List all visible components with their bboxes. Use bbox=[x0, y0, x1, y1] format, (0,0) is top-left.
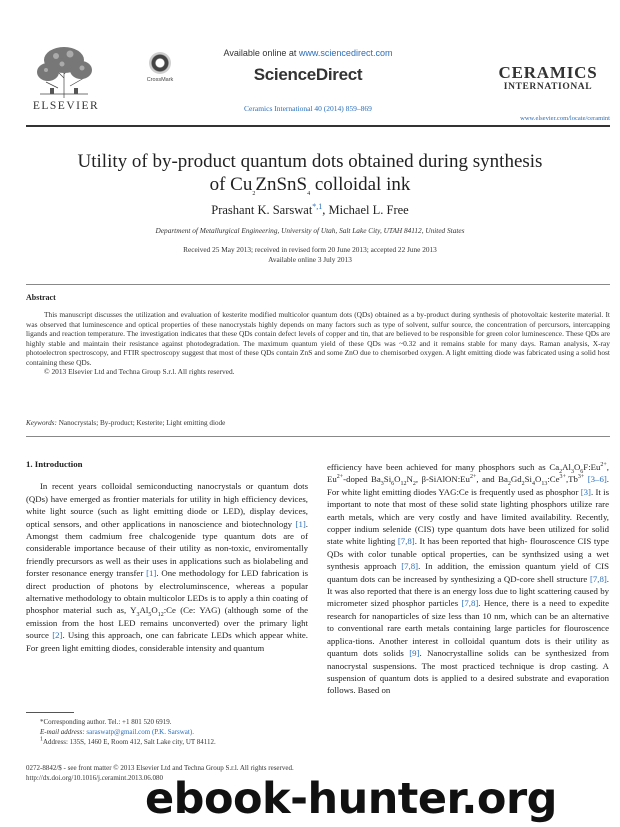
received-dates: Received 25 May 2013; received in revised form 20 June 2013; accepted 22 June 2013 bbox=[183, 245, 437, 254]
text-run: :Ce (Ce: YAG) (although some of the emission from the host LED remains unconverted) over the primary light source bbox=[26, 605, 308, 641]
citation-link[interactable]: [9] bbox=[409, 648, 420, 659]
citation-link[interactable]: [3] bbox=[580, 486, 591, 497]
corresponding-author-note: *Corresponding author. Tel.: +1 801 520 6919. bbox=[40, 718, 172, 726]
text-run: Si bbox=[383, 474, 392, 485]
author-list bbox=[40, 203, 580, 218]
superscript: 3+ bbox=[559, 474, 566, 481]
author-separator: , bbox=[322, 203, 329, 217]
subscript: 2 bbox=[412, 481, 416, 488]
text-run: . Hence, there is a need to expedite research for nanoparticles of size less than 10 nm, which can be an alternative to conventional rare earth metals containing large particles for flouroscence applica-tions. Another interest in colloidal quantum dots is their utility as quantum dots solids bbox=[327, 598, 609, 659]
text-run: Al bbox=[562, 462, 571, 472]
text-run: F:Eu bbox=[583, 462, 601, 472]
text-run: Si bbox=[524, 474, 532, 485]
crossmark-icon bbox=[149, 52, 171, 74]
subscript: 2 bbox=[521, 481, 525, 488]
citation-link[interactable]: [3–6] bbox=[587, 474, 607, 485]
title-part: of Cu bbox=[209, 174, 253, 195]
subscript: 2 bbox=[559, 468, 563, 475]
subscript: 3 bbox=[136, 612, 140, 619]
text-run: , Eu bbox=[327, 462, 609, 485]
text-run: Gd bbox=[510, 474, 522, 485]
sciencedirect-brand: ScienceDirect bbox=[253, 65, 363, 84]
footnote-mark: 1 bbox=[40, 736, 43, 743]
section-heading: 1. Introduction bbox=[26, 459, 83, 469]
text-run: . In addition, the emission quantum yield of CIS quantum dots can be increased by synthesizing a QD-core shell structure bbox=[327, 561, 609, 584]
citation-link[interactable]: [7,8] bbox=[397, 536, 415, 547]
title-line2 bbox=[40, 173, 580, 196]
title-line1: Utility of by-product quantum dots obtained during synthesis bbox=[77, 151, 543, 172]
elsevier-tree-icon bbox=[32, 44, 96, 100]
abstract-body bbox=[26, 310, 610, 377]
crossmark-label: CrossMark bbox=[146, 77, 174, 83]
text-run: . For white light emitting diodes YAG:Ce is frequently used as phosphor bbox=[327, 474, 609, 497]
abstract-text: This manuscript discusses the utilization and evaluation of kesterite modified multicolor quantum dots (QDs) obtained as a by-product during synthesis of photovoltaic kesterite material. It was observed that luminescence and optical properties of these nanocrystals highly depends on many factors such as type of solvent, sulfur source, the concentration of percursors, intercapping ligands and reaction temperature. The investigation indicates that these QDs contain defect levels of copper and tin, that are believed to be responsible for green color luminescence. These QDs are highly stable and maintain their resistance against photodegradation. The maximum quantum yield of these QDs was ~0.32 and it remains stable for many days. Raman analysis, X-ray photoelectron spectroscopy, and FTIR spectroscopy suggest that most of these QDs contain ZnS and some ZnO due to chemisorbed oxygen. A light emitting diode was fabricated using a solid host containing these QDs. bbox=[26, 310, 610, 367]
text-run: , and Ba bbox=[476, 474, 508, 485]
elsevier-logo bbox=[26, 44, 106, 116]
email-note bbox=[26, 727, 308, 737]
sciencedirect-link[interactable]: www.sciencedirect.com bbox=[298, 48, 393, 58]
journal-name-line1: CERAMICS bbox=[498, 63, 598, 82]
title-subscript: 4 bbox=[307, 190, 311, 197]
author-name: Prashant K. Sarswat bbox=[211, 203, 313, 217]
subscript: 5 bbox=[148, 612, 152, 619]
paragraph bbox=[26, 480, 308, 654]
footnote-divider bbox=[26, 712, 74, 713]
abstract-heading: Abstract bbox=[26, 293, 56, 302]
subscript: 4 bbox=[531, 481, 535, 488]
text-run: . It is important to note that most of these solid state lighting phosphors utilize rare earth metals, which are very costly and have limited availability. Recently, copper indium selenide (CIS) type quantum dots have been utilized for solid state white lighting bbox=[327, 486, 609, 547]
journal-logo bbox=[498, 64, 598, 93]
subscript: 12 bbox=[400, 481, 407, 488]
subscript: 3 bbox=[570, 468, 574, 475]
keywords-list: Nanocrystals; By-product; Kesterite; Light emitting diode bbox=[56, 419, 226, 427]
journal-name-line2: INTERNATIONAL bbox=[503, 82, 593, 92]
text-run: :Ce bbox=[547, 474, 560, 485]
subscript: 3 bbox=[380, 481, 384, 488]
citation-link[interactable]: [1] bbox=[295, 518, 306, 529]
page-header bbox=[0, 0, 620, 132]
issn-line: 0272-8842/$ - see front matter © 2013 Elsevier Ltd and Techna Group S.r.l. All rights reserved. bbox=[26, 764, 294, 772]
text-run: . Using this approach, one can fabricate LEDs which appear white. For green light emitting diodes, considerable intensity and quantum bbox=[26, 630, 308, 653]
citation-link[interactable]: [7,8] bbox=[461, 598, 479, 609]
text-run: O bbox=[573, 462, 581, 472]
text-run: . Nanocrystalline solids can be synthesized from nanocrystal suspensions. The most practiced technique is drop casting. A suspension of quantum dots is applied to a desired substrate and evaporation follows. Based on bbox=[327, 648, 609, 696]
doi-link[interactable]: http://dx.doi.org/10.1016/j.ceramint.2013.06.080 bbox=[26, 774, 163, 782]
text-run: . It has been reported that high- flouroscence CIS type QDs with color tunable optical properties, can be synthsized using a wet synthesis approach bbox=[327, 536, 609, 572]
keywords bbox=[26, 419, 610, 427]
article-title bbox=[40, 150, 580, 196]
header-divider bbox=[26, 125, 610, 127]
journal-reference-link[interactable]: Ceramics International 40 (2014) 859–869 bbox=[244, 104, 372, 113]
right-column bbox=[327, 461, 609, 697]
footnotes bbox=[26, 717, 308, 747]
text-run: O bbox=[534, 474, 542, 485]
text-run: O bbox=[151, 605, 158, 616]
address-note bbox=[26, 737, 308, 747]
text-run: N bbox=[406, 474, 413, 485]
text-run: Al bbox=[139, 605, 149, 616]
text-run: . One methodology for LED fabrication is direct production of photons by electroluminscence, whereas a popular alternative methodology to obtain multicolor LEDs is to apply a thin coating of phosphor material such as, Y bbox=[26, 568, 308, 616]
superscript: 2+ bbox=[600, 462, 607, 469]
subscript: 2 bbox=[507, 481, 511, 488]
text-run: . It was also reported that there is an energy loss due to light scattering caused by micrometer sized phosphor particles bbox=[327, 573, 609, 609]
email-label: E-mail address: bbox=[40, 728, 85, 736]
text-run: O bbox=[394, 474, 401, 485]
subscript: 13 bbox=[541, 481, 548, 488]
address-text: Address: 135S, 1460 E, Room 412, Salt Lake city, UT 84112. bbox=[43, 738, 216, 746]
keywords-label: Keywords: bbox=[26, 419, 57, 427]
text-run: In recent years colloidal semiconducting nanocrystals or quantum dots (QDs) have emerged as frontier materials for utility in high efficiency devices, white light source (such as light emitting diode or LED), display devices, optical sensors, and other applications in nanoscience and biotechnology bbox=[26, 481, 308, 529]
subscript: 6 bbox=[580, 468, 584, 475]
paragraph bbox=[327, 461, 609, 697]
subscript: 12 bbox=[157, 612, 164, 619]
left-column bbox=[26, 458, 308, 654]
journal-url-link[interactable]: www.elsevier.com/locate/ceramint bbox=[520, 115, 610, 122]
publisher-name: ELSEVIER bbox=[32, 100, 100, 112]
text-run: -doped Ba bbox=[343, 474, 381, 485]
text-run: ,Tb bbox=[565, 474, 578, 485]
affiliation: Department of Metallurgical Engineering, University of Utah, Salt Lake City, UTAH 84112, United States bbox=[155, 226, 465, 235]
text-run: . Amongst them cadmium free chalcogenide type quantum dots are of considerable importance because of their utility as non-toxic, enviromentally friendly precursors as well as their uses in applications such as biolabeling and forster resonance energy transfer bbox=[26, 518, 308, 579]
available-online bbox=[208, 48, 408, 58]
superscript: 2+ bbox=[336, 474, 344, 481]
citation-link[interactable]: [7,8] bbox=[401, 561, 419, 572]
email-link[interactable]: saraswatp@gmail.com (P.K. Sarswat). bbox=[84, 728, 194, 736]
watermark bbox=[145, 771, 615, 827]
subscript: 6 bbox=[391, 481, 395, 488]
title-subscript: 2 bbox=[252, 190, 256, 197]
citation-link[interactable]: [2] bbox=[52, 630, 63, 641]
citation-link[interactable]: [7,8] bbox=[589, 573, 607, 584]
title-part: ZnSnS bbox=[255, 174, 308, 195]
title-part: colloidal ink bbox=[310, 174, 411, 195]
crossmark-badge[interactable] bbox=[140, 52, 180, 100]
superscript: 2+ bbox=[469, 474, 477, 481]
superscript: 3+ bbox=[577, 474, 585, 481]
divider bbox=[26, 284, 610, 285]
abstract-copyright: © 2013 Elsevier Ltd and Techna Group S.r.l. All rights reserved. bbox=[44, 367, 235, 377]
available-date: Available online 3 July 2013 bbox=[268, 255, 352, 264]
text-run: efficiency have been achieved for many phosphors such as Ca bbox=[327, 462, 560, 472]
watermark-text: ebook-hunter.org bbox=[145, 774, 557, 824]
citation-link[interactable]: [1] bbox=[146, 568, 157, 579]
author-name: Michael L. Free bbox=[328, 203, 409, 217]
article-dates bbox=[40, 245, 580, 265]
available-prefix: Available online at bbox=[223, 48, 299, 58]
author-marks-link[interactable]: *,1 bbox=[312, 201, 323, 211]
text-run: , β-SiAlON:Eu bbox=[415, 474, 470, 485]
divider bbox=[26, 436, 610, 437]
